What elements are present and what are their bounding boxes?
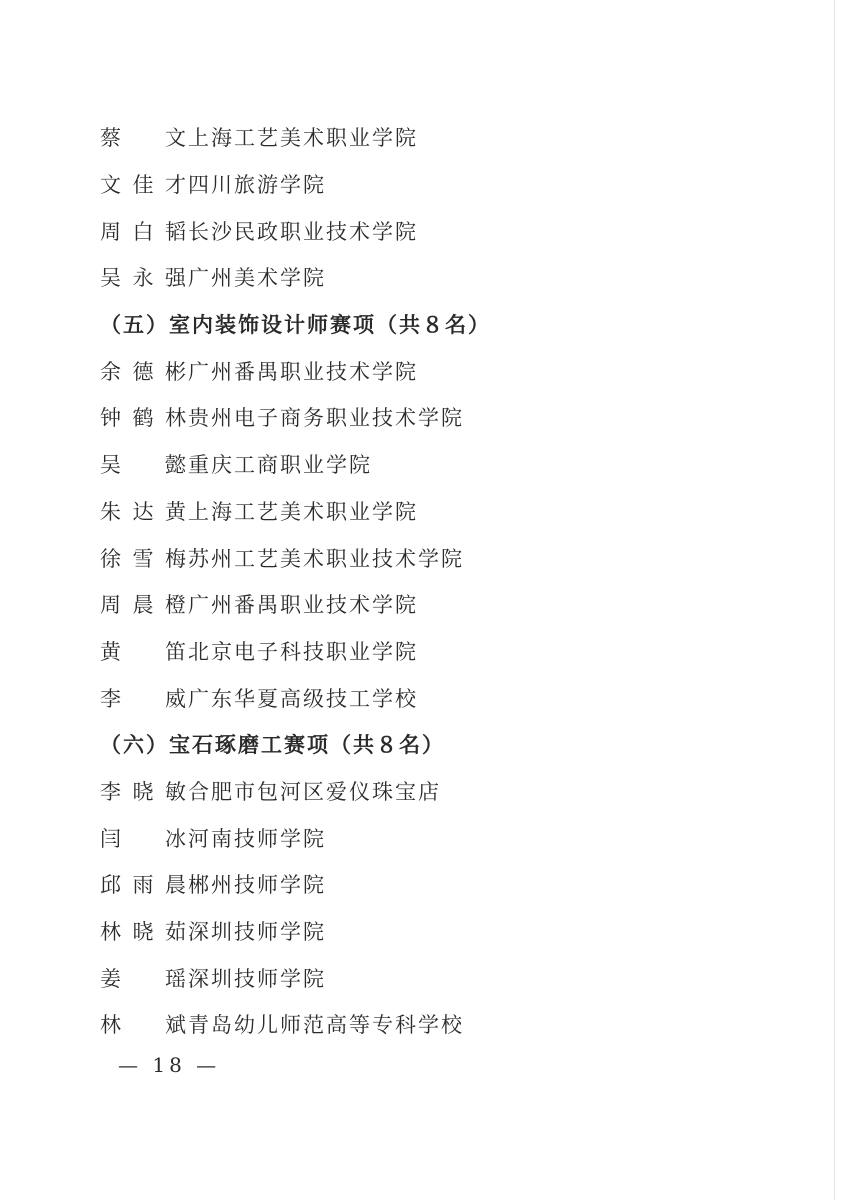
person-name xyxy=(100,216,188,246)
name-char: 姜 xyxy=(100,966,123,991)
person-name xyxy=(100,776,188,806)
name-char: 梅 xyxy=(165,546,188,571)
institution-name: 长沙民政职业技术学院 xyxy=(188,219,418,244)
institution-name: 广州美术学院 xyxy=(188,266,326,291)
name-list xyxy=(100,114,800,1048)
name-char: 威 xyxy=(165,686,188,711)
person-name xyxy=(100,169,188,199)
section-heading-text: （六）宝石琢磨工赛项（共８名） xyxy=(100,732,445,758)
name-char: 永 xyxy=(132,266,156,291)
institution-name: 深圳技师学院 xyxy=(188,966,326,991)
institution-name: 河南技师学院 xyxy=(188,826,326,851)
list-item xyxy=(100,488,800,535)
list-item xyxy=(100,861,800,908)
name-char: 朱 xyxy=(100,499,123,524)
name-char: 佳 xyxy=(132,173,156,198)
list-item xyxy=(100,1001,800,1048)
institution-name: 郴州技师学院 xyxy=(188,873,326,898)
name-char: 德 xyxy=(132,359,156,384)
list-item xyxy=(100,207,800,254)
name-char: 蔡 xyxy=(100,126,123,151)
name-char: 林 xyxy=(100,920,123,945)
name-char: 彬 xyxy=(165,359,188,384)
person-name xyxy=(100,683,188,713)
person-name xyxy=(100,356,188,386)
name-char: 李 xyxy=(100,779,123,804)
section-heading-text: （五）室内装饰设计师赛项（共８名） xyxy=(100,312,491,338)
institution-name: 合肥市包河区爱仪珠宝店 xyxy=(188,779,441,804)
person-name xyxy=(100,636,188,666)
list-item xyxy=(100,674,800,721)
name-char: 雨 xyxy=(132,873,156,898)
institution-name: 广州番禺职业技术学院 xyxy=(188,359,418,384)
name-char: 徐 xyxy=(100,546,123,571)
name-char: 闫 xyxy=(100,826,123,851)
list-item xyxy=(100,114,800,161)
institution-name: 贵州电子商务职业技术学院 xyxy=(188,406,464,431)
name-char: 白 xyxy=(132,219,156,244)
name-char: 斌 xyxy=(165,1013,188,1038)
name-char: 冰 xyxy=(165,826,188,851)
name-char: 茹 xyxy=(165,920,188,945)
name-char: 懿 xyxy=(165,453,188,478)
name-char: 橙 xyxy=(165,593,188,618)
institution-name: 广州番禺职业技术学院 xyxy=(188,593,418,618)
name-char: 鹤 xyxy=(132,406,156,431)
person-name xyxy=(100,916,188,946)
name-char: 晨 xyxy=(165,873,188,898)
name-char: 林 xyxy=(165,406,188,431)
name-char: 才 xyxy=(165,173,188,198)
list-item xyxy=(100,254,800,301)
name-char: 晓 xyxy=(132,779,156,804)
person-name xyxy=(100,122,188,152)
list-item xyxy=(100,347,800,394)
person-name xyxy=(100,262,188,292)
list-item xyxy=(100,908,800,955)
list-item xyxy=(100,441,800,488)
person-name xyxy=(100,449,188,479)
name-char: 黄 xyxy=(165,499,188,524)
list-item xyxy=(100,628,800,675)
institution-name: 四川旅游学院 xyxy=(188,173,326,198)
list-item xyxy=(100,581,800,628)
name-char: 晨 xyxy=(132,593,156,618)
institution-name: 青岛幼儿师范高等专科学校 xyxy=(188,1013,464,1038)
name-char: 林 xyxy=(100,1013,123,1038)
name-char: 笛 xyxy=(165,639,188,664)
person-name xyxy=(100,963,188,993)
page-number: — 18 — xyxy=(118,1053,221,1077)
section-heading xyxy=(100,721,800,768)
name-char: 周 xyxy=(100,219,123,244)
name-char: 吴 xyxy=(100,266,123,291)
institution-name: 深圳技师学院 xyxy=(188,920,326,945)
list-item xyxy=(100,954,800,1001)
name-char: 李 xyxy=(100,686,123,711)
person-name xyxy=(100,496,188,526)
name-char: 文 xyxy=(100,173,123,198)
person-name xyxy=(100,589,188,619)
institution-name: 苏州工艺美术职业技术学院 xyxy=(188,546,464,571)
name-char: 吴 xyxy=(100,453,123,478)
name-char: 黄 xyxy=(100,639,123,664)
section-heading xyxy=(100,301,800,348)
name-char: 周 xyxy=(100,593,123,618)
person-name xyxy=(100,869,188,899)
list-item xyxy=(100,814,800,861)
institution-name: 重庆工商职业学院 xyxy=(188,453,372,478)
institution-name: 北京电子科技职业学院 xyxy=(188,639,418,664)
scan-edge-line xyxy=(834,0,835,1200)
name-char: 文 xyxy=(165,126,188,151)
name-char: 余 xyxy=(100,359,123,384)
list-item xyxy=(100,768,800,815)
person-name xyxy=(100,1009,188,1039)
person-name xyxy=(100,402,188,432)
institution-name: 上海工艺美术职业学院 xyxy=(188,499,418,524)
list-item xyxy=(100,161,800,208)
name-char: 强 xyxy=(165,266,188,291)
name-char: 钟 xyxy=(100,406,123,431)
name-char: 达 xyxy=(132,499,156,524)
institution-name: 上海工艺美术职业学院 xyxy=(188,126,418,151)
name-char: 邱 xyxy=(100,873,123,898)
name-char: 敏 xyxy=(165,779,188,804)
person-name xyxy=(100,543,188,573)
list-item xyxy=(100,534,800,581)
list-item xyxy=(100,394,800,441)
institution-name: 广东华夏高级技工学校 xyxy=(188,686,418,711)
person-name xyxy=(100,823,188,853)
name-char: 雪 xyxy=(132,546,156,571)
name-char: 韬 xyxy=(165,219,188,244)
name-char: 瑶 xyxy=(165,966,188,991)
name-char: 晓 xyxy=(132,920,156,945)
